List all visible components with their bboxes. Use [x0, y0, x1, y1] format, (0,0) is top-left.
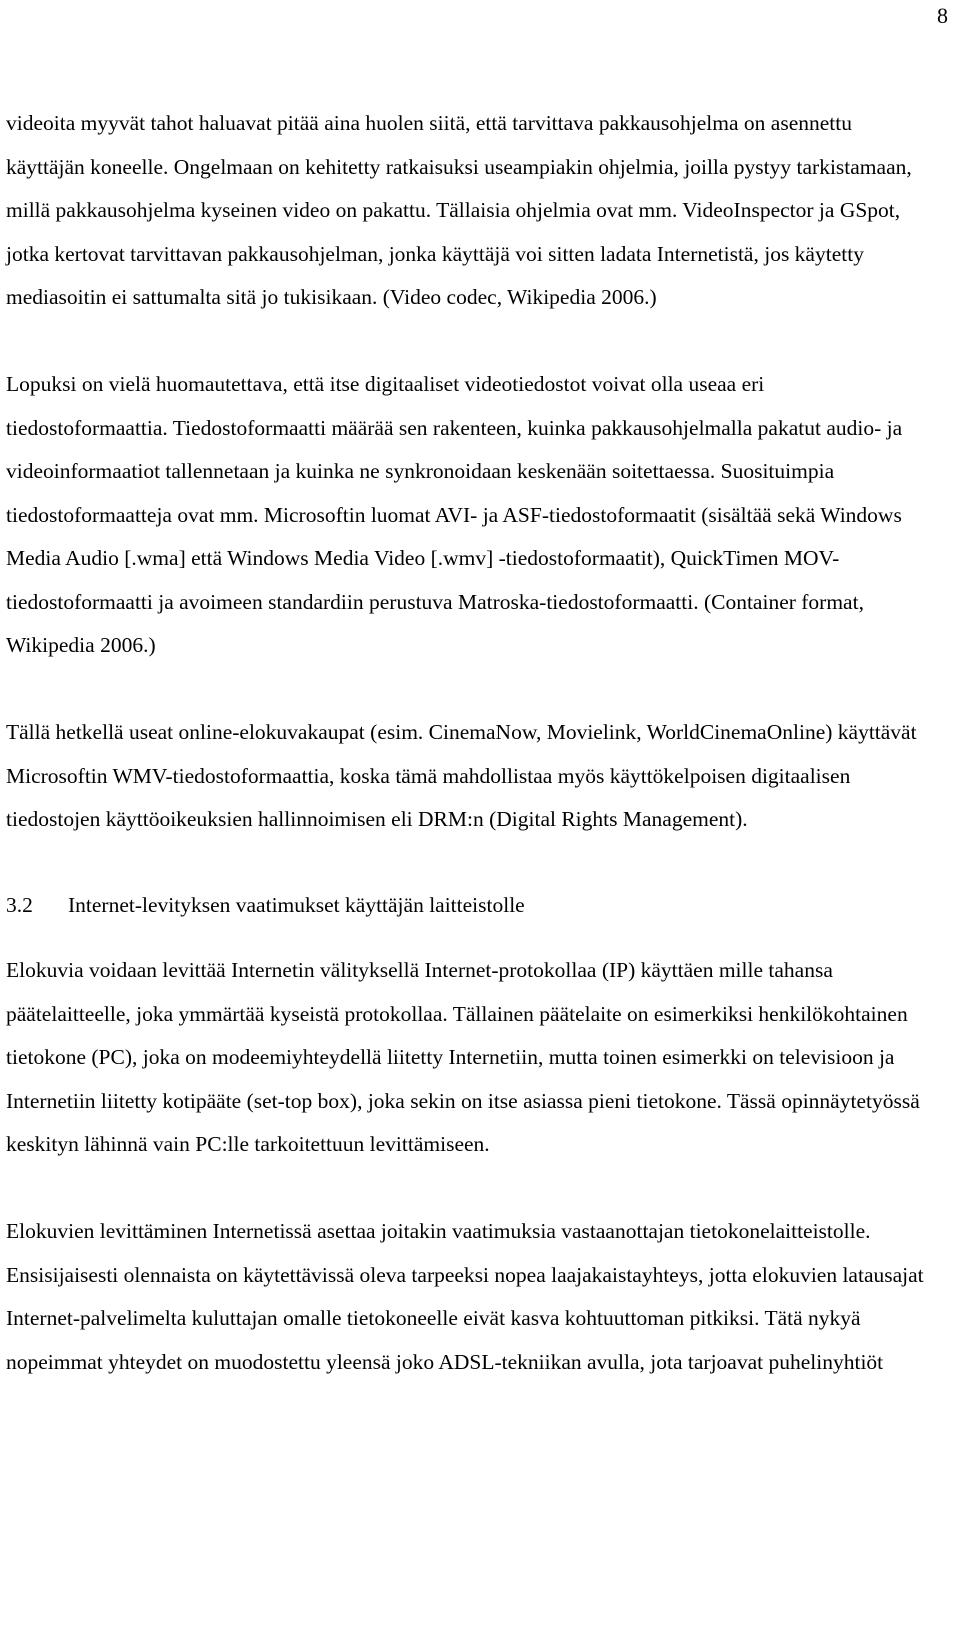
- paragraph-ip-distribution: Elokuvia voidaan levittää Internetin välityksellä Internet-protokollaa (IP) käyttäen mille tahansa päätelaitteelle, joka ymmärtää kyseistä protokollaa. Tällainen päätelaite on esimerkiksi henkilökohtainen tietokone (PC), joka on modeemiyhteydellä liitetty Internetiin, mutta toinen esimerkki on televisioon ja Internetiin liitetty kotipääte (set-top box), joka sekin on itse asiassa pieni tietokone. Tässä opinnäytetyössä keskityn lähinnä vain PC:lle tarkoitettuun levittämiseen.: [6, 958, 920, 1156]
- paragraph-codec-tools: videoita myyvät tahot haluavat pitää aina huolen siitä, että tarvittava pakkausohjelma on asennettu käyttäjän koneelle. Ongelmaan on kehitetty ratkaisuksi useampiakin ohjelmia, joilla pystyy tarkistamaan, millä pakkausohjelma kyseinen video on pakattu. Tällaisia ohjelmia ovat mm. VideoInspector ja GSpot, jotka kertovat tarvittavan pakkausohjelman, jonka käyttäjä voi sitten ladata Internetistä, jos käytetty mediasoitin ei sattumalta sitä jo tukisikaan. (Video codec, Wikipedia 2006.): [6, 111, 912, 309]
- paragraph-hardware-requirements: Elokuvien levittäminen Internetissä asettaa joitakin vaatimuksia vastaanottajan tietokonelaitteistolle. Ensisijaisesti olennaista on käytettävissä oleva tarpeeksi nopea laajakaistayhteys, jotta elokuvien latausajat Internet-palvelimelta kuluttajan omalle tietokoneelle eivät kasva kohtuuttoman pitkiksi. Tätä nykyä nopeimmat yhteydet on muodostettu yleensä joko ADSL-tekniikan avulla, jota tarjoavat puhelinyhtiöt: [6, 1219, 924, 1374]
- page-number: 8: [937, 3, 948, 28]
- paragraph-online-stores: Tällä hetkellä useat online-elokuvakaupat (esim. CinemaNow, Movielink, WorldCinemaOnline) käyttävät Microsoftin WMV-tiedostoformaattia, koska tämä mahdollistaa myös käyttökelpoisen digitaalisen tiedostojen käyttöoikeuksien hallinnoimisen eli DRM:n (Digital Rights Management).: [6, 720, 917, 831]
- section-title: Internet-levityksen vaatimukset käyttäjän laitteistolle: [68, 892, 525, 917]
- document-body: [6, 102, 926, 1384]
- section-number: 3.2: [6, 892, 33, 917]
- section-heading: [6, 884, 926, 928]
- paragraph-file-formats: Lopuksi on vielä huomautettava, että itse digitaaliset videotiedostot voivat olla useaa eri tiedostoformaattia. Tiedostoformaatti määrää sen rakenteen, kuinka pakkausohjelmalla pakatut audio- ja videoinformaatiot tallennetaan ja kuinka ne synkronoidaan keskenään soitettaessa. Suosituimpia tiedostoformaatteja ovat mm. Microsoftin luomat AVI- ja ASF-tiedostoformaatit (sisältää sekä Windows Media Audio [.wma] että Windows Media Video [.wmv] -tiedostoformaatit), QuickTimen MOV-tiedostoformaatti ja avoimeen standardiin perustuva Matroska-tiedostoformaatti. (Container format, Wikipedia 2006.): [6, 372, 903, 657]
